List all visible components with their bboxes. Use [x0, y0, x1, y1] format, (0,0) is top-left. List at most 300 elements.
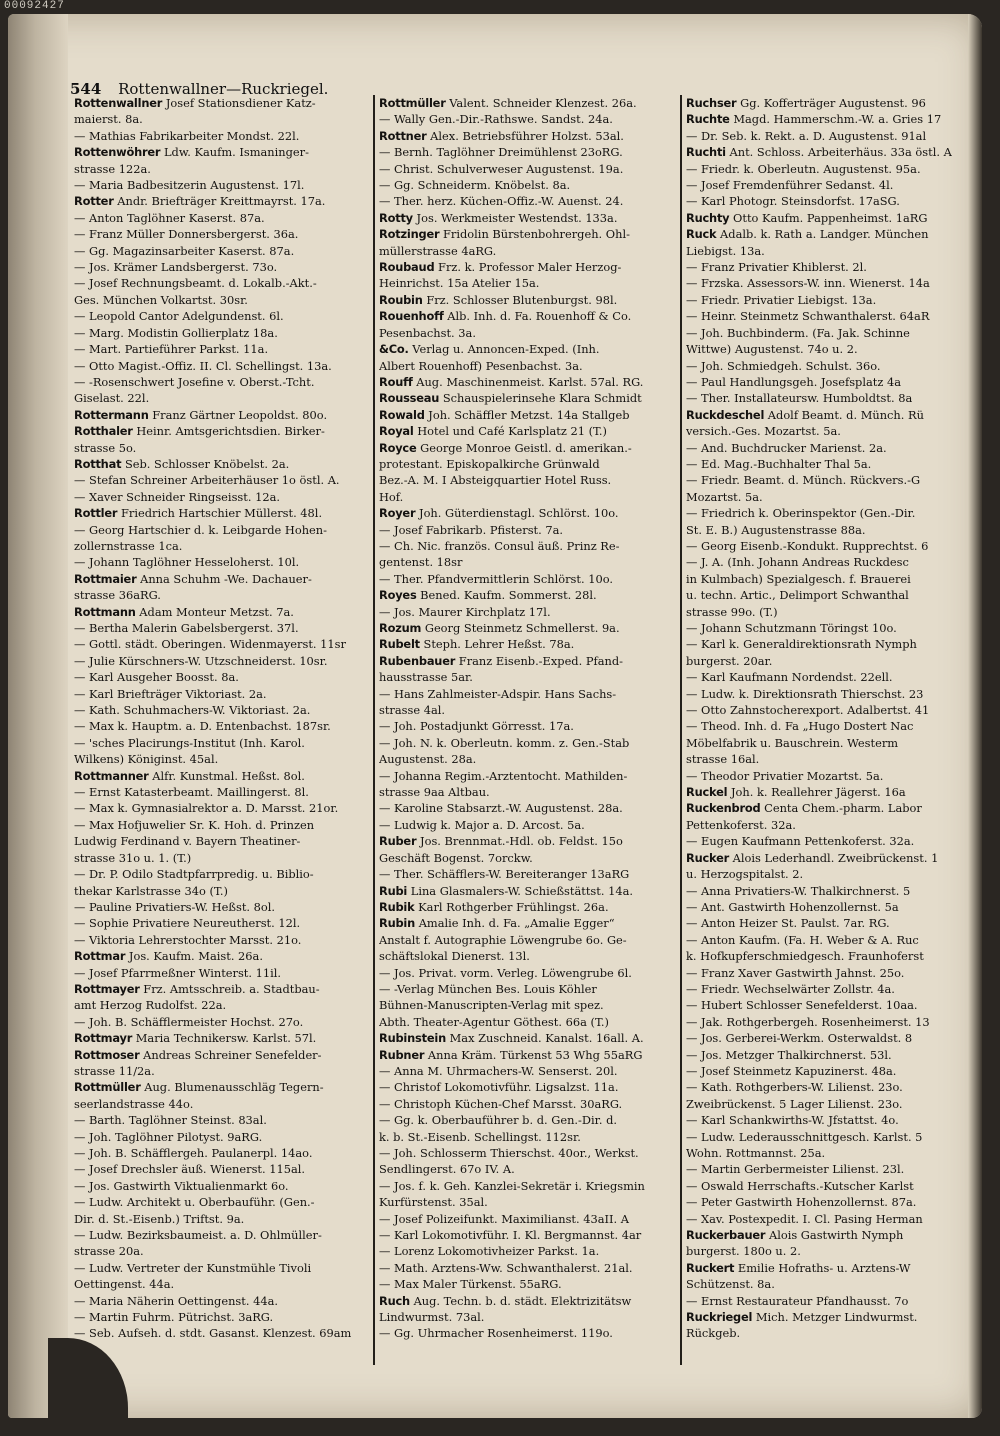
entry-text: Magd. Hammerschm.-W. a. Gries 17	[733, 112, 942, 127]
entry-text: — Ther. herz. Küchen-Offiz.-W. Auenst. 24.	[379, 194, 624, 209]
directory-entry	[686, 341, 972, 357]
entry-surname: Ruck	[686, 227, 717, 242]
entry-surname: Rottmann	[74, 604, 136, 619]
directory-entry	[74, 1194, 369, 1210]
directory-entry	[379, 95, 676, 111]
entry-surname: Rottenwöhrer	[74, 145, 161, 160]
entry-text: — Math. Arztens-Ww. Schwanthalerst. 21al.	[379, 1260, 633, 1275]
directory-entry	[379, 243, 676, 259]
entry-text: — Ernst Katasterbeamt. Maillingerst. 8l.	[74, 785, 309, 800]
entry-text: — Christoph Küchen-Chef Marsst. 30aRG.	[379, 1096, 623, 1111]
directory-entry	[74, 784, 369, 800]
directory-entry	[74, 702, 369, 718]
directory-entry	[686, 128, 972, 144]
entry-text: — Johann Taglöhner Hesseloherst. 10l.	[74, 555, 300, 570]
entry-text: — Mart. Partieführer Parkst. 11a.	[74, 342, 269, 357]
directory-entry	[686, 883, 972, 899]
entry-text: Dir. d. St.-Eisenb.) Triftst. 9a.	[74, 1211, 245, 1226]
directory-entry	[379, 817, 676, 833]
entry-text: — Karl Ausgeher Boosst. 8a.	[74, 670, 239, 685]
entry-surname: Rozum	[379, 621, 422, 635]
directory-entry	[74, 899, 369, 915]
entry-text: — Jos. Metzger Thalkirchnerst. 53l.	[686, 1047, 892, 1062]
directory-entry	[379, 308, 676, 324]
entry-text: St. E. B.) Augustenstrasse 88a.	[686, 522, 866, 537]
entry-text: strasse 31o u. 1. (T.)	[74, 850, 192, 865]
directory-entry	[379, 1227, 676, 1243]
entry-text: — Friedr. Beamt. d. Münch. Rückvers.-G	[686, 473, 921, 488]
directory-entry	[379, 915, 676, 931]
entry-surname: Rottmanner	[74, 768, 149, 783]
entry-text: strasse 11/2a.	[74, 1063, 155, 1078]
directory-entry	[686, 522, 972, 538]
entry-text: Geschäft Bogenst. 7orckw.	[379, 850, 533, 865]
directory-entry	[379, 390, 676, 406]
entry-text: Adolf Beamt. d. Münch. Rü	[767, 407, 924, 422]
entry-text: — And. Buchdrucker Marienst. 2a.	[686, 440, 887, 455]
directory-entry	[379, 1030, 676, 1046]
entry-surname: Rotthaler	[74, 424, 133, 439]
entry-text: — Josef Polizeifunkt. Maximilianst. 43aII. A	[379, 1211, 629, 1226]
entry-text: — Joh. B. Schäfflergeh. Paulanerpl. 14ao.	[74, 1146, 313, 1160]
entry-surname: Royes	[379, 588, 417, 603]
entry-text: amt Herzog Rudolfst. 22a.	[74, 998, 227, 1013]
entry-text: Frz. k. Professor Maler Herzog-	[438, 260, 622, 275]
entry-text: — Ch. Nic. französ. Consul äuß. Prinz Re-	[379, 538, 620, 553]
entry-text: Bez.-A. M. I Absteigquartier Hotel Russ.	[379, 473, 612, 488]
directory-entry	[379, 1325, 676, 1341]
entry-text: burgerst. 180o u. 2.	[686, 1244, 801, 1259]
directory-entry	[74, 440, 369, 456]
entry-text: Alois Lederhandl. Zweibrückenst. 1	[732, 850, 939, 865]
directory-entry	[686, 554, 972, 570]
directory-entry	[74, 636, 369, 652]
directory-entry	[74, 932, 369, 948]
entry-surname: Rottler	[74, 506, 118, 521]
directory-entry	[379, 325, 676, 341]
entry-surname: Rubik	[379, 899, 415, 914]
directory-entry	[379, 456, 676, 472]
directory-entry	[74, 538, 369, 554]
directory-entry	[379, 489, 676, 505]
directory-entry	[74, 1276, 369, 1292]
entry-text: Pesenbachst. 3a.	[379, 325, 476, 340]
directory-entry	[379, 768, 676, 784]
entry-text: Anna Kräm. Türkenst 53 Whg 55aRG	[427, 1047, 643, 1062]
entry-text: Lindwurmst. 73al.	[379, 1310, 485, 1325]
directory-entry	[686, 1014, 972, 1030]
directory-entry	[74, 1047, 369, 1063]
directory-entry	[686, 866, 972, 882]
entry-text: Frz. Amtsschreib. a. Stadtbau-	[143, 981, 320, 996]
entry-text: Schauspielerinsehe Klara Schmidt	[442, 391, 642, 406]
directory-entry	[686, 1145, 972, 1161]
directory-entry	[379, 636, 676, 652]
directory-entry	[686, 850, 972, 866]
directory-entry	[379, 948, 676, 964]
directory-entry	[74, 1325, 369, 1341]
entry-text: gentenst. 18sr	[379, 555, 463, 570]
directory-entry	[74, 1079, 369, 1095]
entry-text: — Karl Photogr. Steinsdorfst. 17aSG.	[686, 194, 900, 209]
directory-entry	[74, 965, 369, 981]
directory-entry	[686, 751, 972, 767]
entry-text: Lina Glasmalers-W. Schießstättst. 14a.	[410, 883, 633, 898]
entry-surname: Rottenwallner	[74, 96, 163, 110]
entry-text: — Christof Lokomotivführ. Ligsalzst. 11a.	[379, 1080, 619, 1095]
entry-text: Wohn. Rottmannst. 25a.	[686, 1146, 826, 1160]
directory-entry	[686, 144, 972, 160]
directory-entry	[74, 325, 369, 341]
entry-text: — Friedr. Wechselwärter Zollstr. 4a.	[686, 981, 895, 996]
directory-entry	[74, 669, 369, 685]
entry-text: — Friedr. k. Oberleutn. Augustenst. 95a.	[686, 161, 921, 176]
directory-entry	[379, 538, 676, 554]
directory-entry	[686, 1112, 972, 1128]
entry-text: — Max Hofjuwelier Sr. K. Hoh. d. Prinzen	[74, 817, 315, 832]
directory-entry	[686, 1079, 972, 1095]
entry-text: — Kath. Rothgerbers-W. Lilienst. 23o.	[686, 1080, 903, 1095]
directory-entry	[379, 341, 676, 357]
directory-entry	[379, 1014, 676, 1030]
entry-surname: Ruckerbauer	[686, 1228, 766, 1243]
entry-text: hausstrasse 5ar.	[379, 670, 473, 685]
directory-entry	[74, 1309, 369, 1325]
entry-text: Max Zuschneid. Kanalst. 16all. A.	[449, 1031, 644, 1046]
entry-text: — Anton Kaufm. (Fa. H. Weber & A. Ruc	[686, 932, 919, 947]
entry-surname: Rottmüller	[74, 1080, 141, 1095]
entry-text: seerlandstrasse 44o.	[74, 1096, 194, 1111]
entry-text: — Joh. Schlosserm Thierschst. 40or., Werkst.	[379, 1146, 639, 1160]
entry-text: Adam Monteur Metzst. 7a.	[139, 604, 294, 619]
entry-text: Frz. Schlosser Blutenburgst. 98l.	[426, 292, 618, 307]
directory-entry	[74, 292, 369, 308]
directory-entry	[379, 932, 676, 948]
entry-text: versich.-Ges. Mozartst. 5a.	[686, 424, 841, 439]
entry-text: Karl Rothgerber Frühlingst. 26a.	[418, 899, 609, 914]
directory-entry	[74, 1063, 369, 1079]
directory-entry	[379, 751, 676, 767]
scan-id: 00092427	[4, 0, 65, 12]
entry-text: maierst. 8a.	[74, 112, 143, 127]
directory-entry	[74, 275, 369, 291]
entry-surname: Rottmayer	[74, 981, 140, 996]
entry-text: — Ludw. Bezirksbaumeist. a. D. Ohlmüller-	[74, 1228, 322, 1243]
directory-entry	[379, 1309, 676, 1325]
directory-entry	[74, 718, 369, 734]
entry-text: — Ludw. Vertreter der Kunstmühle Tivoli	[74, 1260, 312, 1275]
entry-text: Rückgeb.	[686, 1326, 741, 1341]
directory-entry	[74, 866, 369, 882]
directory-entry	[686, 489, 972, 505]
entry-text: Heinrichst. 15a Atelier 15a.	[379, 276, 540, 291]
directory-entry	[686, 768, 972, 784]
book-binding	[8, 14, 68, 1418]
entry-surname: Rubinstein	[379, 1031, 447, 1046]
directory-entry	[74, 1112, 369, 1128]
entry-text: — Dr. P. Odilo Stadtpfarrpredig. u. Biblio-	[74, 867, 314, 882]
directory-entry	[686, 259, 972, 275]
entry-text: — Jos. Maurer Kirchplatz 17l.	[379, 604, 551, 619]
entry-text: — Ther. Installateursw. Humboldtst. 8a	[686, 391, 913, 406]
directory-entry	[686, 932, 972, 948]
directory-entry	[379, 472, 676, 488]
directory-entry	[74, 193, 369, 209]
entry-surname: Royce	[379, 440, 417, 455]
directory-entry	[686, 1227, 972, 1243]
directory-entry	[379, 358, 676, 374]
entry-surname: Ruchte	[686, 112, 730, 127]
entry-text: protestant. Episkopalkirche Grünwald	[379, 456, 600, 471]
entry-text: Ant. Schloss. Arbeiterhäus. 33a östl. A	[729, 145, 952, 160]
entry-surname: Ruckenbrod	[686, 801, 761, 816]
directory-entry	[379, 866, 676, 882]
entry-text: strasse 20a.	[74, 1244, 144, 1259]
directory-entry	[686, 965, 972, 981]
entry-text: Joh. Güterdienstagl. Schlörst. 10o.	[419, 506, 619, 521]
directory-entry	[686, 308, 972, 324]
entry-text: — Theodor Privatier Mozartst. 5a.	[686, 768, 884, 783]
directory-entry	[379, 784, 676, 800]
directory-entry	[686, 210, 972, 226]
entry-surname: Rucker	[686, 850, 730, 865]
entry-text: — Stefan Schreiner Arbeiterhäuser 1o östl. A.	[74, 473, 340, 488]
entry-text: Alois Gastwirth Nymph	[768, 1228, 904, 1243]
entry-text: — Bertha Malerin Gabelsbergerst. 37l.	[74, 621, 299, 635]
directory-entry	[379, 1260, 676, 1276]
directory-entry	[686, 407, 972, 423]
entry-text: — Kath. Schuhmachers-W. Viktoriast. 2a.	[74, 703, 311, 718]
directory-entry	[686, 358, 972, 374]
directory-entry	[74, 177, 369, 193]
entry-text: — Theod. Inh. d. Fa „Hugo Dostert Nac	[686, 719, 914, 734]
directory-entry	[379, 522, 676, 538]
directory-entry	[379, 374, 676, 390]
entry-text: — Pauline Privatiers-W. Heßst. 8ol.	[74, 899, 276, 914]
directory-entry	[686, 1211, 972, 1227]
entry-text: Anstalt f. Autographie Löwengrube 6o. Ge-	[379, 932, 627, 947]
entry-text: — Oswald Herrschafts.-Kutscher Karlst	[686, 1178, 914, 1193]
directory-entry	[379, 226, 676, 242]
entry-text: — Martin Fuhrm. Pütrichst. 3aRG.	[74, 1310, 274, 1325]
directory-entry	[686, 1293, 972, 1309]
directory-entry	[686, 1260, 972, 1276]
entry-text: Jos. Brennmat.-Hdl. ob. Feldst. 15o	[420, 834, 623, 849]
entry-text: — Jos. Gerberei-Werkm. Osterwaldst. 8	[686, 1031, 913, 1046]
directory-entry	[74, 833, 369, 849]
directory-entry	[74, 522, 369, 538]
directory-entry	[74, 111, 369, 127]
entry-text: — Otto Magist.-Offiz. II. Cl. Schellingst. 13a.	[74, 358, 332, 373]
entry-surname: Rottmoser	[74, 1047, 140, 1062]
entry-text: George Monroe Geistl. d. amerikan.-	[420, 440, 632, 455]
directory-entry	[379, 965, 676, 981]
directory-entry	[686, 1047, 972, 1063]
entry-surname: Rottmar	[74, 949, 126, 964]
directory-entry	[686, 243, 972, 259]
directory-entry	[379, 554, 676, 570]
entry-text: Mozartst. 5a.	[686, 489, 763, 504]
directory-entry	[379, 128, 676, 144]
entry-text: — Wally Gen.-Dir.-Rathswe. Sandst. 24a.	[379, 112, 613, 127]
directory-entry	[379, 587, 676, 603]
directory-entry	[379, 259, 676, 275]
entry-text: — Ther. Schäfflers-W. Bereiteranger 13aRG	[379, 867, 630, 882]
entry-surname: Rottner	[379, 128, 427, 143]
entry-text: strasse 4al.	[379, 703, 446, 718]
entry-text: — Gg. k. Oberbauführer b. d. Gen.-Dir. d.	[379, 1113, 617, 1128]
entry-text: — Max Maler Türkenst. 55aRG.	[379, 1277, 562, 1292]
entry-text: Hof.	[379, 489, 404, 504]
entry-text: thekar Karlstrasse 34o (T.)	[74, 883, 228, 898]
entry-text: — Karl Lokomotivführ. I. Kl. Bergmannst. 4ar	[379, 1228, 642, 1243]
directory-entry	[379, 440, 676, 456]
directory-entry	[74, 686, 369, 702]
entry-text: Valent. Schneider Klenzest. 26a.	[449, 96, 637, 110]
entry-text: — Xaver Schneider Ringseisst. 12a.	[74, 489, 280, 504]
directory-entry	[686, 686, 972, 702]
directory-entry	[686, 997, 972, 1013]
directory-entry	[686, 604, 972, 620]
directory-entry	[686, 669, 972, 685]
entry-text: Andr. Briefträger Kreittmayrst. 17a.	[117, 194, 326, 209]
entry-text: Albert Rouenhoff) Pesenbachst. 3a.	[379, 358, 583, 373]
directory-entry	[379, 702, 676, 718]
entry-text: Maria Technikersw. Karlst. 57l.	[135, 1031, 317, 1046]
directory-entry	[686, 587, 972, 603]
entry-text: Aug. Maschinenmeist. Karlst. 57al. RG.	[416, 374, 644, 389]
directory-entry	[379, 1178, 676, 1194]
entry-text: — Franz Müller Donnersbergerst. 36a.	[74, 227, 299, 242]
entry-text: — Christ. Schulverweser Augustenst. 19a.	[379, 161, 624, 176]
directory-entry	[74, 259, 369, 275]
entry-text: Georg Steinmetz Schmellerst. 9a.	[424, 621, 620, 635]
entry-text: — Heinr. Steinmetz Schwanthalerst. 64aR	[686, 309, 930, 324]
directory-entry	[686, 226, 972, 242]
entry-text: Jos. Kaufm. Maist. 26a.	[128, 949, 263, 964]
directory-entry	[686, 1194, 972, 1210]
entry-text: — Leopold Cantor Adelgundenst. 6l.	[74, 309, 284, 324]
directory-entry	[379, 883, 676, 899]
directory-entry	[74, 1030, 369, 1046]
column-left	[70, 95, 375, 1365]
directory-entry	[686, 374, 972, 390]
entry-text: — Joh. Taglöhner Pilotyst. 9aRG.	[74, 1129, 263, 1144]
entry-text: — Josef Drechsler äuß. Wienerst. 115al.	[74, 1162, 306, 1177]
directory-entry	[686, 636, 972, 652]
entry-surname: Rubin	[379, 916, 416, 931]
entry-text: Schützenst. 8a.	[686, 1277, 775, 1292]
directory-columns	[70, 95, 976, 1365]
directory-entry	[74, 407, 369, 423]
entry-text: müllerstrasse 4aRG.	[379, 243, 497, 258]
entry-text: Heinr. Amtsgerichtsdien. Birker-	[136, 424, 325, 439]
directory-entry	[74, 1145, 369, 1161]
directory-entry	[686, 833, 972, 849]
entry-surname: Rowald	[379, 407, 425, 422]
directory-entry	[686, 899, 972, 915]
directory-entry	[74, 1129, 369, 1145]
entry-text: Ldw. Kaufm. Ismaninger-	[163, 145, 309, 160]
entry-text: — Josef Fremdenführer Sedanst. 4l.	[686, 178, 894, 193]
directory-entry	[74, 390, 369, 406]
directory-entry	[379, 981, 676, 997]
entry-text: Joh. Schäffler Metzst. 14a Stallgeb	[428, 407, 630, 422]
entry-text: Franz Eisenb.-Exped. Pfand-	[458, 653, 623, 668]
directory-entry	[74, 472, 369, 488]
entry-text: — Ludw. Architekt u. Oberbauführ. (Gen.-	[74, 1195, 315, 1210]
directory-entry	[74, 1227, 369, 1243]
entry-text: Zweibrückenst. 5 Lager Lilienst. 23o.	[686, 1096, 903, 1111]
entry-text: Sendlingerst. 67o IV. A.	[379, 1162, 515, 1177]
entry-text: — Martin Gerbermeister Lilienst. 23l.	[686, 1162, 905, 1177]
entry-text: — -Verlag München Bes. Louis Köhler	[379, 981, 597, 996]
entry-text: Joh. k. Reallehrer Jägerst. 16a	[730, 785, 906, 800]
entry-text: — Jos. f. k. Geh. Kanzlei-Sekretär i. Kriegsmin	[379, 1178, 645, 1193]
directory-entry	[686, 571, 972, 587]
directory-entry	[686, 1161, 972, 1177]
entry-text: — J. A. (Inh. Johann Andreas Ruckdesc	[686, 555, 909, 570]
directory-entry	[686, 1325, 972, 1341]
entry-text: — Georg Eisenb.-Kondukt. Rupprechtst. 6	[686, 538, 929, 553]
entry-text: Augustenst. 28a.	[379, 752, 477, 767]
entry-text: — Viktoria Lehrerstochter Marsst. 21o.	[74, 932, 302, 947]
entry-text: — Dr. Seb. k. Rekt. a. D. Augustenst. 91al	[686, 128, 927, 143]
directory-entry	[686, 1178, 972, 1194]
entry-text: — Joh. B. Schäfflermeister Hochst. 27o.	[74, 1014, 304, 1029]
entry-surname: Rubenbauer	[379, 653, 456, 668]
entry-text: Seb. Schlosser Knöbelst. 2a.	[124, 456, 290, 471]
directory-entry	[74, 981, 369, 997]
entry-text: Adalb. k. Rath a. Landger. München	[720, 227, 929, 242]
entry-text: — Jos. Gastwirth Viktualienmarkt 6o.	[74, 1178, 289, 1193]
directory-entry	[686, 1096, 972, 1112]
directory-entry	[379, 1194, 676, 1210]
entry-text: zollernstrasse 1ca.	[74, 538, 183, 553]
entry-text: — Ant. Gastwirth Hohenzollernst. 5a	[686, 899, 899, 914]
directory-entry	[74, 735, 369, 751]
directory-entry	[686, 620, 972, 636]
directory-entry	[379, 833, 676, 849]
directory-entry	[74, 817, 369, 833]
directory-entry	[74, 1243, 369, 1259]
directory-entry	[379, 735, 676, 751]
entry-text: — Eugen Kaufmann Pettenkoferst. 32a.	[686, 834, 915, 849]
entry-text: — Joh. Postadjunkt Görresst. 17a.	[379, 719, 574, 734]
entry-surname: &Co.	[379, 342, 409, 357]
entry-surname: Roubin	[379, 292, 423, 307]
entry-text: Oettingenst. 44a.	[74, 1277, 175, 1292]
entry-text: — Xav. Postexpedit. I. Cl. Pasing Herman	[686, 1211, 923, 1226]
entry-text: — Joh. Buchbinderm. (Fa. Jak. Schinne	[686, 325, 910, 340]
directory-entry	[379, 850, 676, 866]
entry-surname: Rouff	[379, 374, 413, 389]
entry-text: Franz Gärtner Leopoldst. 80o.	[152, 407, 328, 422]
directory-entry	[74, 95, 369, 111]
entry-text: Steph. Lehrer Heßst. 78a.	[423, 637, 575, 652]
entry-text: u. Herzogspitalst. 2.	[686, 867, 804, 882]
directory-entry	[379, 1047, 676, 1063]
directory-entry	[686, 193, 972, 209]
entry-text: — Marg. Modistin Gollierplatz 18a.	[74, 325, 278, 340]
entry-text: — Hubert Schlosser Senefelderst. 10aa.	[686, 998, 918, 1013]
entry-text: strasse 122a.	[74, 161, 151, 176]
entry-text: Verlag u. Annoncen-Exped. (Inh.	[412, 342, 600, 357]
directory-entry	[74, 226, 369, 242]
entry-text: — Friedr. Privatier Liebigst. 13a.	[686, 292, 877, 307]
entry-text: — Jos. Privat. vorm. Verleg. Löwengrube 6l.	[379, 965, 632, 980]
directory-entry	[686, 915, 972, 931]
